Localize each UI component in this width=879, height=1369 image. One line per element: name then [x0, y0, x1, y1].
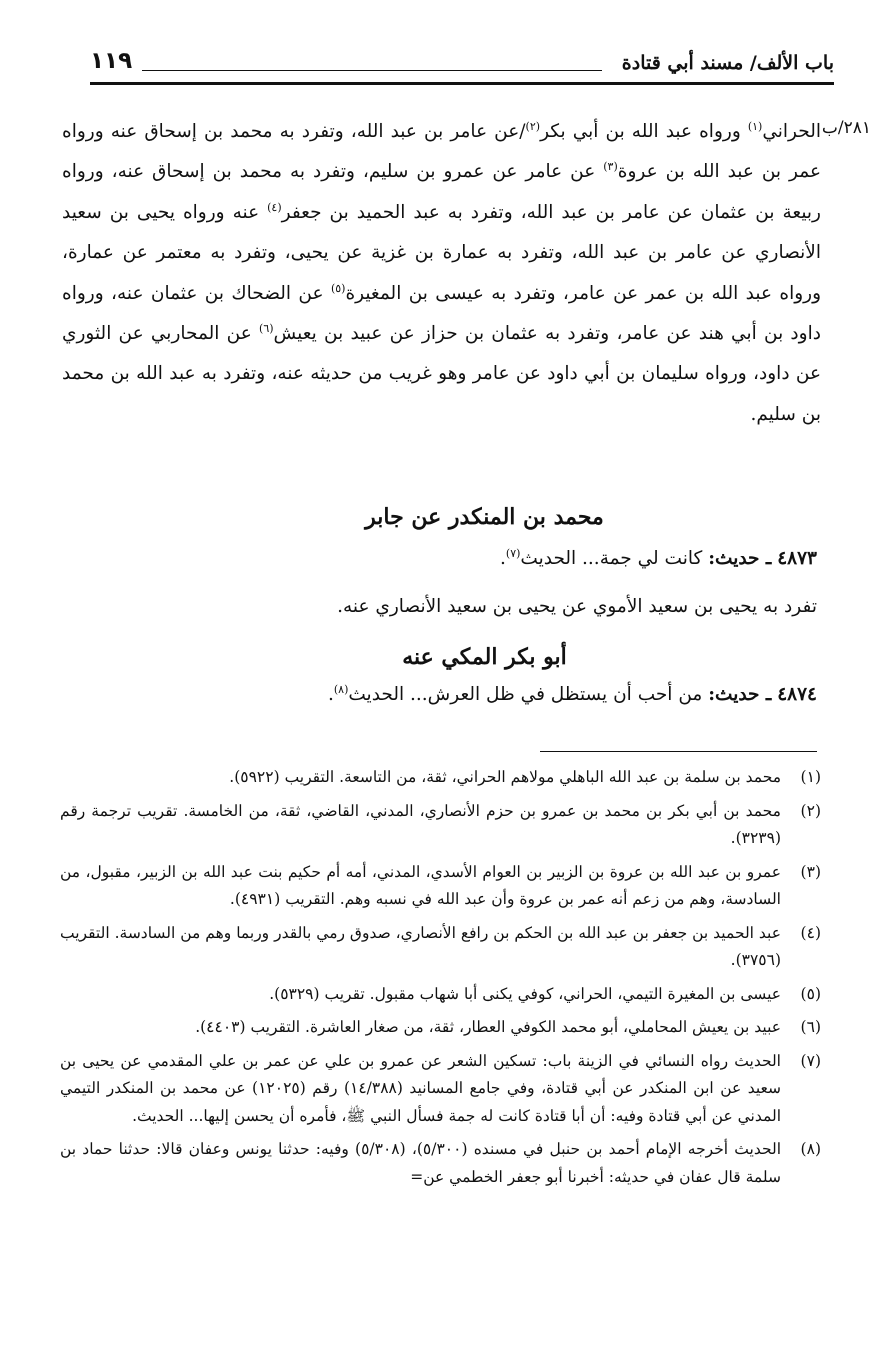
footnote-text: عمرو بن عبد الله بن عروة بن الزبير بن العوام الأسدي، المدني، أمه أم حكيم بنت عبد الله بن الزبير، مقبول، من السادسة، وهم من زعم أنه عمر بن عروة وأن عبد الله في نسبه وهم. التقريب (٤٩٣١).: [60, 862, 781, 908]
page-number: ١١٩: [90, 48, 133, 74]
punctuation: .: [500, 548, 506, 569]
footnote: [60, 1136, 821, 1191]
running-title: باب الألف/ مسند أبي قتادة: [621, 52, 834, 74]
footnote-text: عيسى بن المغيرة التيمي، الحراني، كوفي يكنى أبا شهاب مقبول. تقريب (٥٣٢٩).: [269, 984, 781, 1003]
punctuation: .: [327, 684, 334, 705]
footnote-text: الحديث أخرجه الإمام أحمد بن حنبل في مسنده (٥/٣٠٠)، (٥/٣٠٨) وفيه: حدثنا يونس وعفان قالا: حدثنا حماد بن سلمة قال عفان في حديثه: أخبرنا أبو جعفر الخطمي عن=: [60, 1140, 781, 1186]
footnote: [60, 859, 821, 914]
footnote-ref: (٤): [267, 200, 282, 214]
text-run: عن الضحاك بن عثمان عنه، ورواه داود بن أبي هند عن عامر، وتفرد به عثمان بن حزاز عن عبيد بن يعيش: [62, 282, 821, 345]
footnote: [60, 1048, 821, 1131]
hadith-label: ـ حديث:: [708, 548, 772, 569]
text-run: /عن عامر بن عبد الله، وتفرد به محمد بن إسحاق عنه ورواه عمر بن عبد الله بن عروة: [62, 121, 821, 183]
footnote: [60, 1014, 821, 1042]
header-rule: [90, 82, 834, 85]
hadith-entry: [60, 684, 817, 705]
footnote-ref: (٧): [505, 546, 521, 560]
footnote-number: (٤): [800, 923, 821, 942]
footnote: [60, 920, 821, 975]
footnotes: [60, 764, 821, 1197]
footnote-text: محمد بن سلمة بن عبد الله الباهلي مولاهم الحراني، ثقة، من التاسعة. التقريب (٥٩٢٢).: [229, 768, 781, 786]
hadith-text: كانت لي جمة... الحديث: [520, 548, 709, 569]
body-paragraph: [62, 112, 821, 435]
footnote: [60, 981, 821, 1009]
text-run: الحراني: [762, 121, 821, 142]
section-heading: أبو بكر المكي عنه: [402, 644, 567, 670]
footnote-number: (٦): [800, 1018, 821, 1036]
footnote-ref: (٢): [525, 119, 541, 133]
section-heading: محمد بن المنكدر عن جابر: [365, 504, 604, 530]
hadith-entry: [60, 548, 817, 569]
text-run: ورواه عبد الله بن أبي بكر: [540, 121, 748, 142]
footnote-ref: (٦): [259, 321, 274, 335]
main-text: [62, 112, 821, 435]
footnote-text: الحديث رواه النسائي في الزينة باب: تسكين الشعر عن عمرو بن علي عن عمر بن علي المقدمي عن يحيى بن سعيد عن ابن المنكدر عن أبي قتادة، وفي جامع المسانيد (١٤/٣٨٨) رقم (١٢٠٢٥) عن محمد بن المنكدر التيمي المدني عن أبي قتادة وفيه: أن أبا قتادة كانت له جمة فسأل النبي ﷺ، فأمره أن يحسن إليها... الحديث.: [60, 1051, 781, 1125]
manuscript-folio-note: ٢٨١/ب: [821, 118, 871, 138]
footnote-ref: (٨): [333, 682, 349, 696]
hadith-label: ـ حديث:: [708, 684, 772, 705]
footnote-text: عبيد بن يعيش المحاملي، أبو محمد الكوفي العطار، ثقة، من صغار العاشرة. التقريب (٤٤٠٣).: [195, 1018, 781, 1036]
hadith-note: تفرد به يحيى بن سعيد الأموي عن يحيى بن سعيد الأنصاري عنه.: [337, 596, 817, 617]
footnote-number: (٣): [800, 862, 821, 881]
text-run: عن المحاربي عن الثوري عن داود، ورواه سليمان بن أبي داود عن عامر وهو غريب من حديثه عنه، وتفرد به عبد الله بن محمد بن سليم.: [62, 323, 821, 425]
page-header: [90, 44, 834, 84]
footnote-separator: [540, 751, 817, 752]
footnote-number: (٨): [800, 1140, 821, 1158]
header-leader-line: [142, 70, 602, 71]
footnote: [60, 764, 821, 792]
footnote-text: محمد بن أبي بكر بن محمد بن عمرو بن حزم الأنصاري، المدني، القاضي، ثقة، من الخامسة. تقريب ترجمة رقم (٣٢٣٩).: [60, 801, 781, 847]
footnote: [60, 798, 821, 853]
footnote-number: (١): [800, 768, 821, 786]
footnote-ref: (١): [747, 119, 763, 133]
footnote-number: (٧): [800, 1051, 821, 1070]
hadith-text: من أحب أن يستظل في ظل العرش... الحديث: [348, 684, 709, 705]
hadith-number: ٤٨٧٣: [777, 548, 817, 569]
text-run: عنه ورواه يحيى بن سعيد الأنصاري عن عامر بن عبد الله، وتفرد به عمارة بن غزية عن يحيى، وتفرد به معتمر عن عمارة، ورواه عبد الله بن عمر عن عامر، وتفرد به عيسى بن المغيرة: [62, 201, 822, 304]
footnote-ref: (٥): [330, 281, 346, 295]
text-run: عن عامر عن عمرو بن سليم، وتفرد به محمد بن إسحاق عنه، ورواه ربيعة بن عثمان عن عامر بن عبد الله، وتفرد به عبد الحميد بن جعفر: [62, 161, 821, 223]
hadith-number: ٤٨٧٤: [777, 684, 817, 705]
footnote-number: (٢): [800, 801, 821, 820]
footnote-text: عبد الحميد بن جعفر بن عبد الله بن الحكم بن رافع الأنصاري، صدوق رمي بالقدر وربما وهم من السادسة. التقريب (٣٧٥٦).: [60, 923, 781, 969]
footnote-number: (٥): [800, 984, 821, 1003]
footnote-ref: (٣): [603, 160, 618, 174]
